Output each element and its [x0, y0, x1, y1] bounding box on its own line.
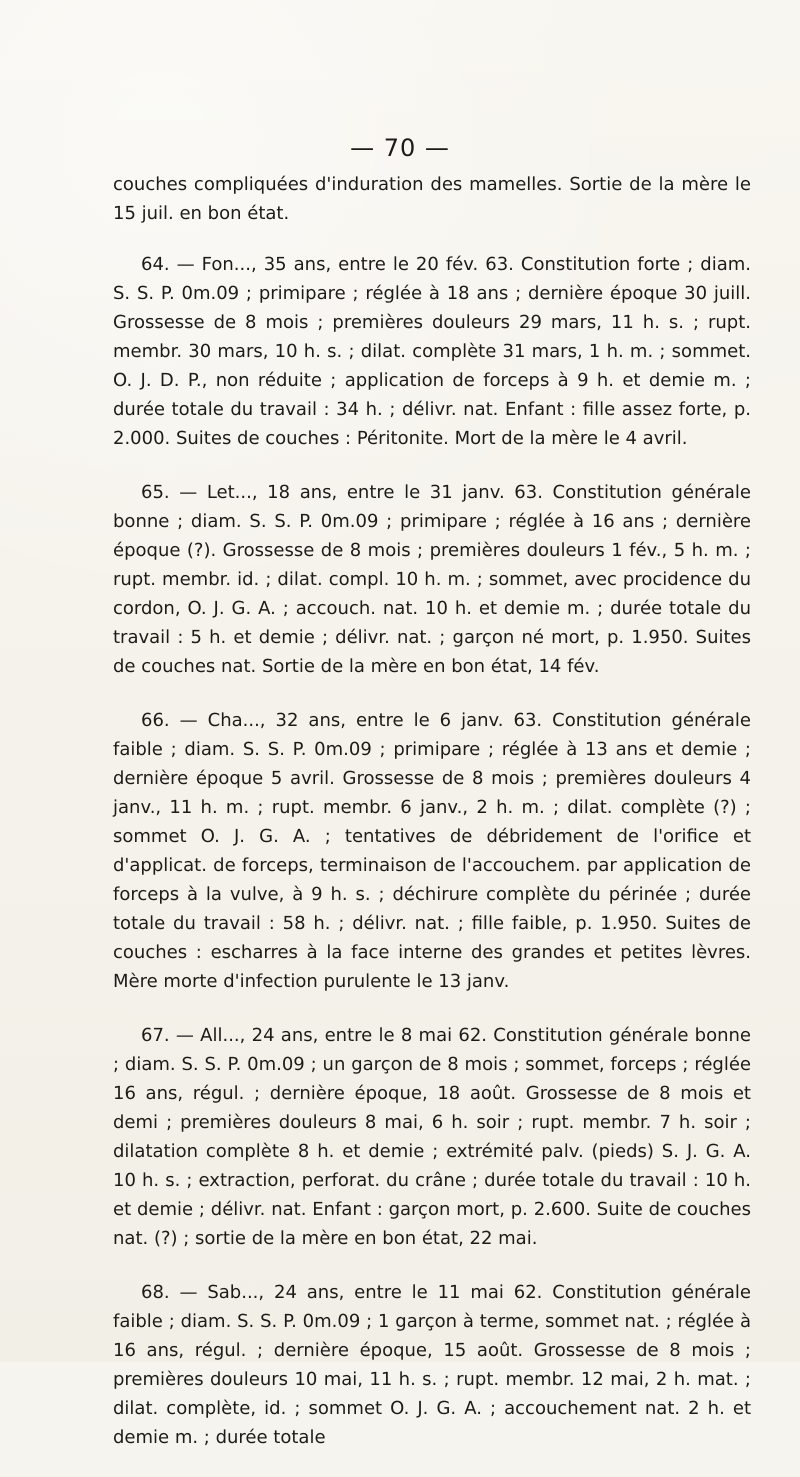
paragraph-case-64: 64. — Fon..., 35 ans, entre le 20 fév. 63. Constitution forte ; diam. S. S. P. 0m.09 ; primipare ; réglée à 18 ans ; dernière époque 30 juill. Grossesse de 8 mois ; premières douleurs 29 mars, 11 h. s. ; rupt. membr. 30 mars, 10 h. s. ; dilat. complète 31 mars, 1 h. m. ; sommet. O. J. D. P., non réduite ; application de forceps à 9 h. et demie m. ; durée totale du travail : 34 h. ; délivr. nat. Enfant : fille assez forte, p. 2.000. Suites de couches : Péritonite. Mort de la mère le 4 avril. — [113, 254, 751, 449]
paragraph-case-67: 67. — All..., 24 ans, entre le 8 mai 62. Constitution générale bonne ; diam. S. S. P. 0m.09 ; un garçon de 8 mois ; sommet, forceps ; réglée 16 ans, régul. ; dernière époque, 18 août. Grossesse de 8 mois et demi ; premières douleurs 8 mai, 6 h. soir ; rupt. membr. 7 h. soir ; dilatation complète 8 h. et demie ; extrémité palv. (pieds) S. J. G. A. 10 h. s. ; extraction, perforat. du crâne ; durée totale du travail : 10 h. et demie ; délivr. nat. Enfant : garçon mort, p. 2.600. Suite de couches nat. (?) ; sortie de la mère en bon état, 22 mai. — [113, 1025, 751, 1249]
paragraph-case-65: 65. — Let..., 18 ans, entre le 31 janv. 63. Constitution générale bonne ; diam. S. S. P. 0m.09 ; primipare ; réglée à 16 ans ; dernière époque (?). Grossesse de 8 mois ; premières douleurs 1 fév., 5 h. m. ; rupt. membr. id. ; dilat. compl. 10 h. m. ; sommet, avec procidence du cordon, O. J. G. A. ; accouch. nat. 10 h. et demie m. ; durée totale du travail : 5 h. et demie ; délivr. nat. ; garçon né mort, p. 1.950. Suites de couches nat. Sortie de la mère en bon état, 14 fév. — [113, 482, 751, 677]
page-body — [113, 170, 751, 1477]
paragraph-continuation: couches compliquées d'induration des mamelles. Sortie de la mère le 15 juil. en bon état. — [113, 174, 751, 224]
page-number: — 70 — — [350, 134, 450, 162]
paragraph-case-68: 68. — Sab..., 24 ans, entre le 11 mai 62. Constitution générale faible ; diam. S. S. P. 0m.09 ; 1 garçon à terme, sommet nat. ; réglée à 16 ans, régul. ; dernière époque, 15 août. Grossesse de 8 mois ; premières douleurs 10 mai, 11 h. s. ; rupt. membr. 12 mai, 2 h. mat. ; dilat. complète, id. ; sommet O. J. G. A. ; accouchement nat. 2 h. et demie m. ; durée totale — [113, 1282, 751, 1448]
paragraph-case-66: 66. — Cha..., 32 ans, entre le 6 janv. 63. Constitution générale faible ; diam. S. S. P. 0m.09 ; primipare ; réglée à 13 ans et demie ; dernière époque 5 avril. Grossesse de 8 mois ; premières douleurs 4 janv., 11 h. m. ; rupt. membr. 6 janv., 2 h. m. ; dilat. complète (?) ; sommet O. J. G. A. ; tentatives de débridement de l'orifice et d'applicat. de forceps, terminaison de l'accouchem. par application de forceps à la vulve, à 9 h. s. ; déchirure complète du périnée ; durée totale du travail : 58 h. ; délivr. nat. ; fille faible, p. 1.950. Suites de couches : escharres à la face interne des grandes et petites lèvres. Mère morte d'infection purulente le 13 janv. — [113, 710, 751, 992]
